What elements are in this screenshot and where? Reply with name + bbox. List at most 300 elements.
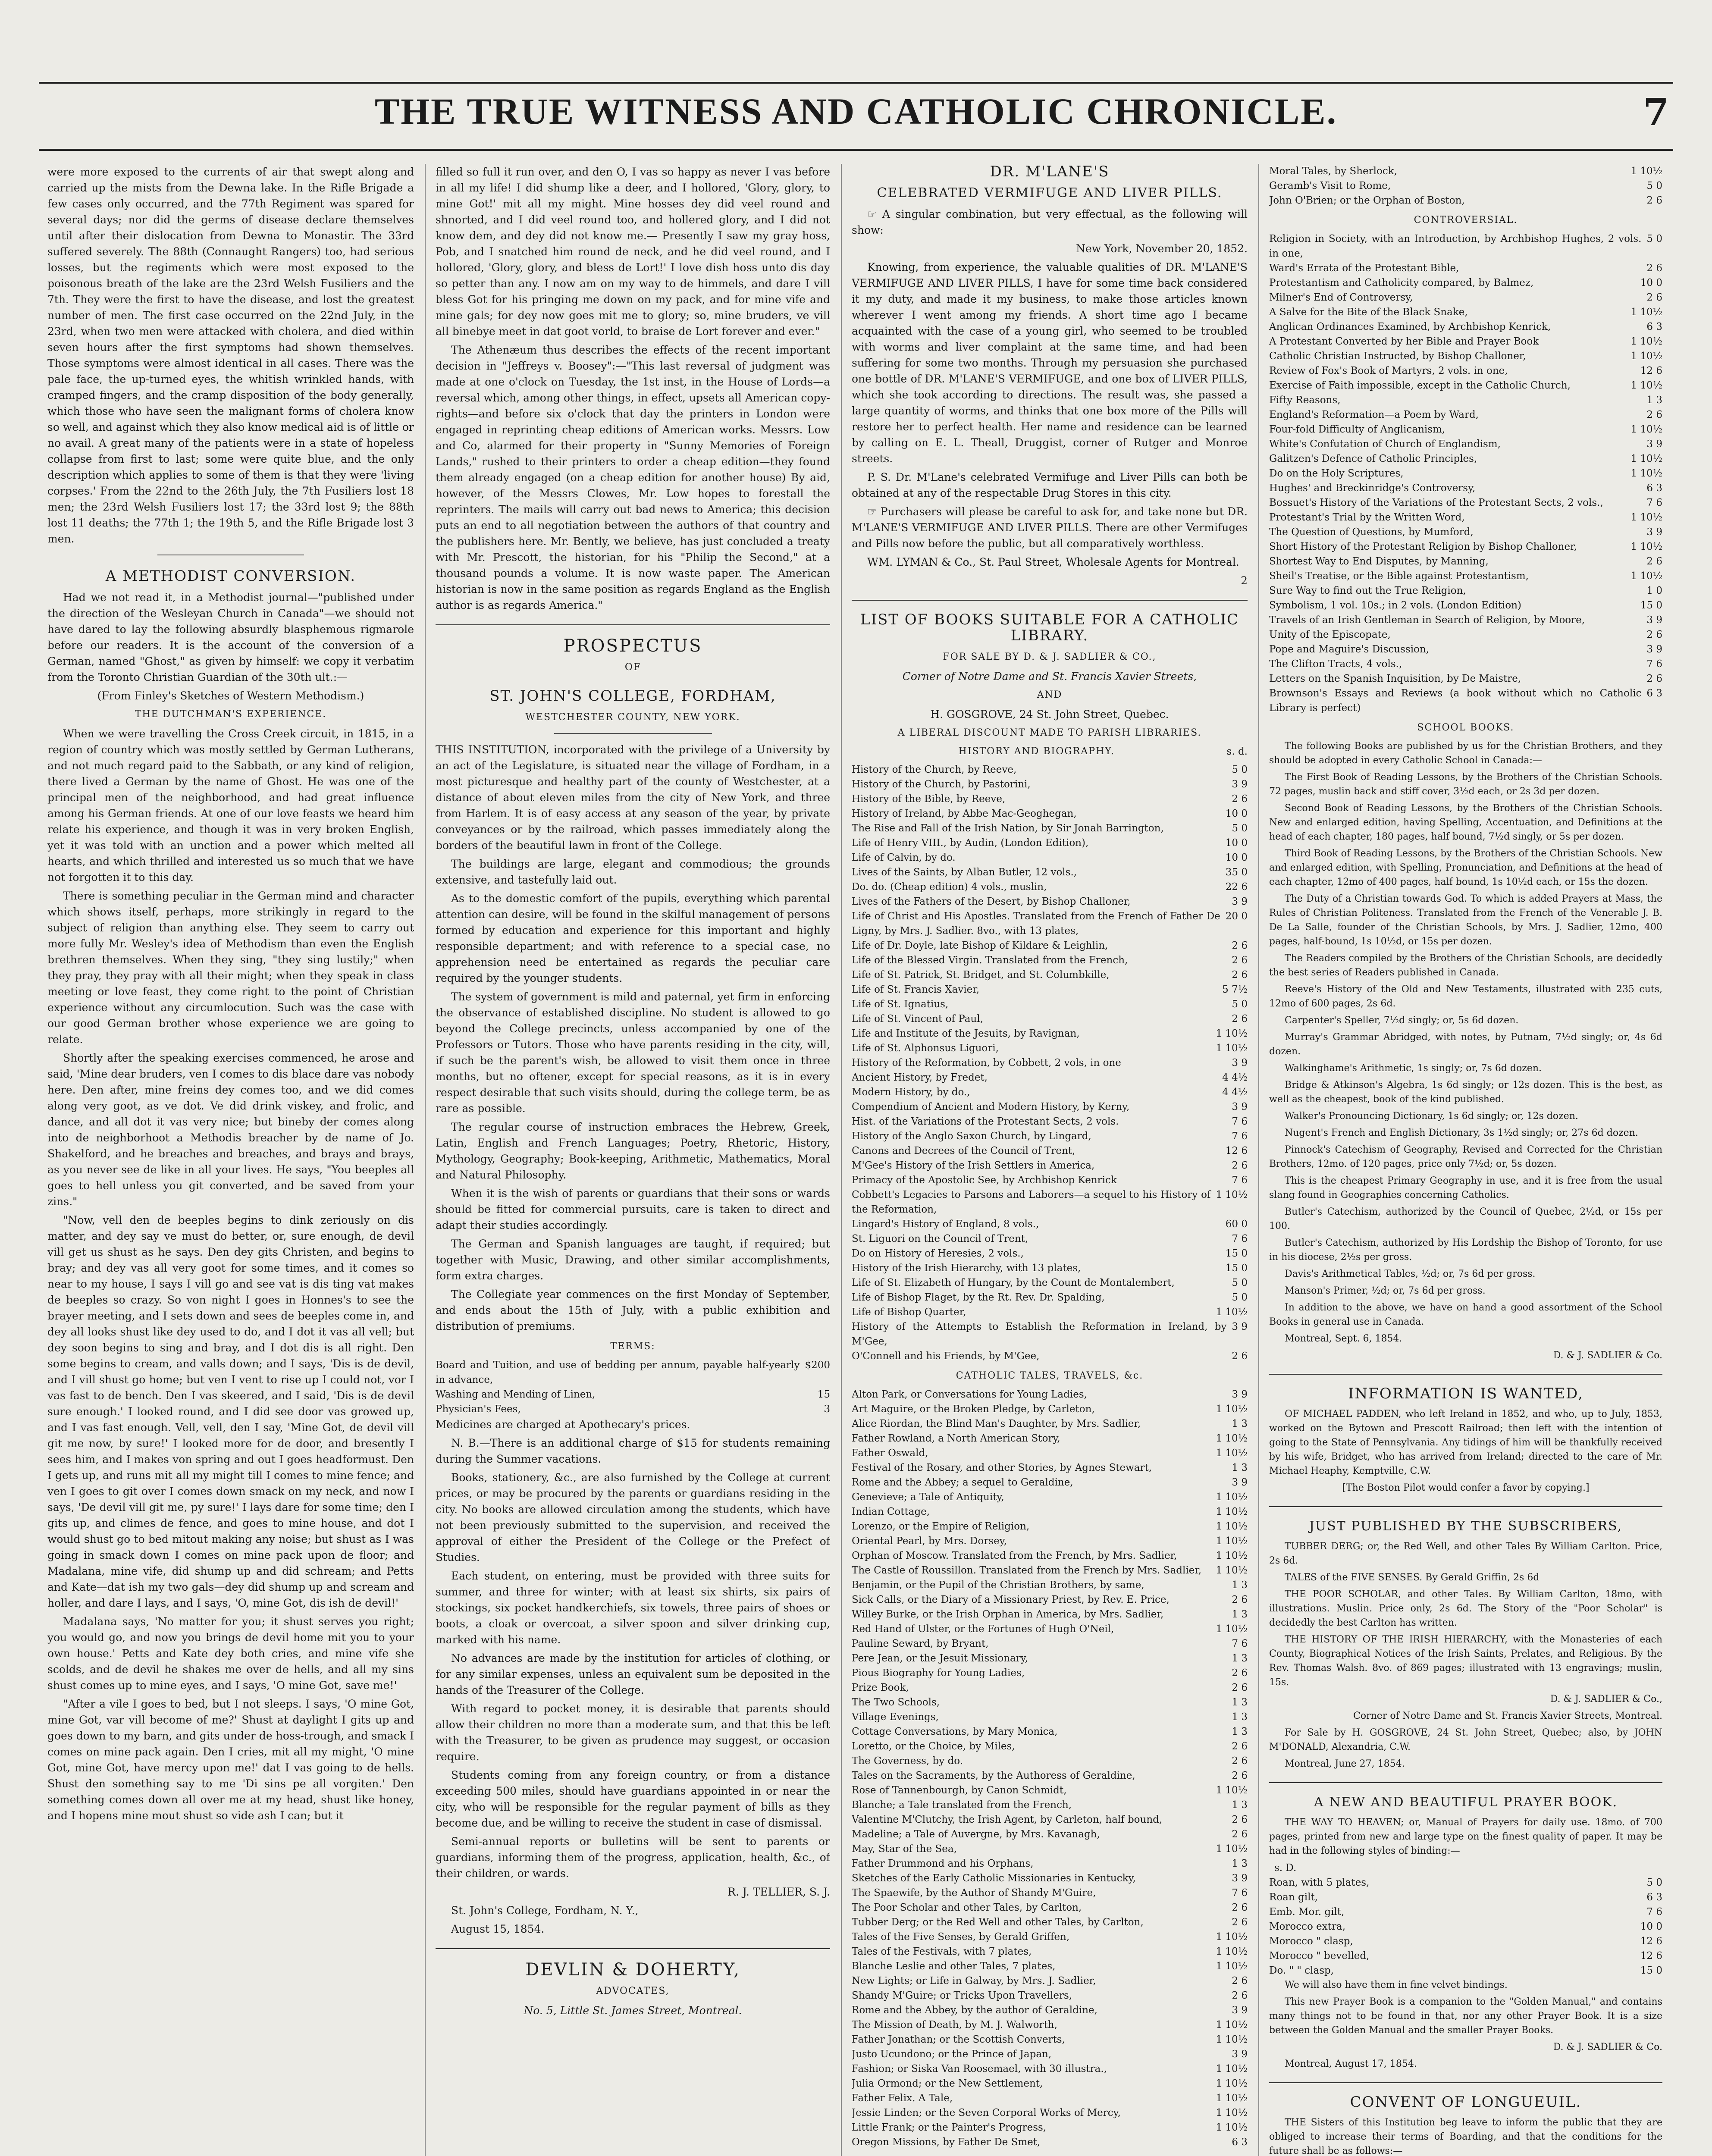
history-book-title: Life of Henry VIII., by Audin, (London Edition), xyxy=(852,837,1089,849)
prayer-binding xyxy=(1269,1890,1662,1905)
controversial-book-price: 2 6 xyxy=(1646,556,1662,567)
tale-book xyxy=(852,1739,1248,1754)
controversial-book xyxy=(1269,627,1662,642)
tale-book-title: Red Hand of Ulster, or the Fortunes of Hugh O'Neil, xyxy=(852,1623,1114,1635)
tale-book xyxy=(852,1768,1248,1783)
history-book-title: History of the Anglo Saxon Church, by Lingard, xyxy=(852,1131,1091,1142)
moral-book xyxy=(1269,193,1662,208)
prayer-binding-price: 7 6 xyxy=(1646,1906,1662,1918)
history-book-price: 1 10½ xyxy=(1216,1028,1248,1039)
controversial-book-title: Fifty Reasons, xyxy=(1269,395,1341,406)
history-book xyxy=(852,1275,1248,1290)
history-book xyxy=(852,1290,1248,1305)
just-signature: D. & J. SADLIER & Co., xyxy=(1550,1694,1662,1705)
tale-book xyxy=(852,1754,1248,1768)
tale-book xyxy=(852,1666,1248,1680)
book-list-title: LIST OF BOOKS SUITABLE FOR A CATHOLIC LIBRARY. xyxy=(860,611,1239,644)
tale-book-title: Fashion; or Siska Van Roosemael, with 30 illustra., xyxy=(852,2063,1107,2075)
story-paragraph: "Now, vell den de beeples begins to dink zeriously on dis matter, and dey say ve must do better, or, sure enough, de devil vill get us shust as he says. Den dey gits Christen, and begins to bray; and dey vas all very goot for some times, and it comes so near to my house, I says I vill go and see vat is dis ting vat makes de beeples so crazy. So von night I goes in Honnes's to see the brayer meeting, and I sets down and sees de beeples come in, and dey all looks shust like dey used to do, and I dot it vas all vell; but dey soon begins to sing and bray, and I dot dis is all right. Den some begins to cream, and valls down; and I says, 'Dis is de devil, and I vill shust go home; but ven I vent to rise up I could not, vor I vas fast to de bench. Den I vas skeered, and I said, 'Dis is de devil sure enough.' I looked round, and I did see door vas growed up, and I vas fast enough. Vell, vell, den I say, 'Mine Got, de devil vill git me now, by sure!' I looked more for de door, and bresently I sees him, and I makes von spring and out I goes headformust. Den I gets up, and runs mit all my might till I comes to mine fence; and ven I goes to git over I comes down smack on my neck, and now I says, 'De devil vill git me, py sure!' I lays dare for some time; den I gits up, and climes de fence, and goes to mine house, and dot I would shust go to bed mitout making any noise; but shust as I was going in smack down I comes on mine pack upon de floor; and Madalana, mine vife, did shump up and did schream; and Petts and Kate—dat ish my two gals—dey did shump up and scream and holler, and dare I lays, and I says, 'O, mine Got, dis ish de devil!' xyxy=(47,1214,414,1609)
history-book-price: 10 0 xyxy=(1225,808,1248,819)
terms-row: Washing and Mending of Linen, 15 xyxy=(436,1389,830,1400)
history-book-title: Life of Christ and His Apostles. Translated from the French of Father De Ligny, by Mrs. J. Sadlier. 8vo., with 13 plates, xyxy=(852,911,1220,937)
tale-book-price: 2 6 xyxy=(1232,1741,1248,1752)
history-book xyxy=(852,1129,1248,1144)
history-book-price: 1 10½ xyxy=(1216,1189,1248,1200)
tale-book-price: 1 10½ xyxy=(1216,2093,1248,2104)
tale-book xyxy=(852,1798,1248,1812)
prospectus-date: August 15, 1854. xyxy=(451,1923,545,1935)
controversial-book-price: 6 3 xyxy=(1646,321,1662,332)
controversial-book-price: 3 9 xyxy=(1646,614,1662,626)
controversial-book-title: Protestant's Trial by the Written Word, xyxy=(1269,512,1465,523)
tale-book-price: 2 6 xyxy=(1232,1917,1248,1928)
tales-heading: CATHOLIC TALES, TRAVELS, &c. xyxy=(956,1370,1144,1381)
history-book-title: Ancient History, by Fredet, xyxy=(852,1072,988,1083)
history-book-price: 60 0 xyxy=(1225,1219,1248,1230)
devlin-advocates: ADVOCATES, xyxy=(596,1986,670,1996)
tale-book-title: Little Frank; or the Painter's Progress, xyxy=(852,2122,1047,2133)
tale-book xyxy=(852,1446,1248,1460)
prayer-binding xyxy=(1269,1875,1662,1890)
history-book-title: Life of Bishop Flaget, by the Rt. Rev. Dr. Spalding, xyxy=(852,1292,1105,1303)
tale-book-price: 2 6 xyxy=(1232,1770,1248,1781)
history-book xyxy=(852,1305,1248,1319)
history-book-title: History of Ireland, by Abbe Mac-Geoghegan, xyxy=(852,808,1077,819)
tale-book-price: 1 10½ xyxy=(1216,1536,1248,1547)
tale-book-title: Rome and the Abbey; a sequel to Geraldine, xyxy=(852,1477,1073,1488)
history-book-price: 12 6 xyxy=(1225,1145,1248,1156)
prayer-binding xyxy=(1269,1919,1662,1934)
column-4 xyxy=(1269,164,1662,2156)
prayer-book-desc: This new Prayer Book is a companion to the "Golden Manual," and contains many things not to be found in that, nor any other Prayer Book. It is a size between the Golden Manual and the smaller Prayer Books. xyxy=(1269,1996,1662,2036)
mclane-title: CELEBRATED VERMIFUGE AND LIVER PILLS. xyxy=(877,185,1223,201)
tale-book xyxy=(852,1974,1248,1988)
tale-book-price: 1 10½ xyxy=(1216,1492,1248,1503)
tale-book-title: Shandy M'Guire; or Tricks Upon Travellers, xyxy=(852,1990,1072,2001)
prayer-book-date: Montreal, August 17, 1854. xyxy=(1285,2059,1417,2069)
history-book-price: 3 9 xyxy=(1232,1057,1248,1069)
history-book xyxy=(852,880,1248,894)
controversial-book xyxy=(1269,481,1662,495)
tale-book-title: Loretto, or the Choice, by Miles, xyxy=(852,1741,1015,1752)
history-book xyxy=(852,836,1248,850)
mclane-name: DR. M'LANE'S xyxy=(990,164,1110,180)
controversial-book-price: 1 10½ xyxy=(1630,541,1662,552)
controversial-book-title: Milner's End of Controversy, xyxy=(1269,292,1413,303)
tale-book xyxy=(852,1915,1248,1930)
tale-book-price: 3 9 xyxy=(1232,1873,1248,1884)
tale-book-price: 1 3 xyxy=(1232,1609,1248,1620)
price-columns: s. d. xyxy=(1226,746,1248,757)
history-book-title: O'Connell and his Friends, by M'Gee, xyxy=(852,1351,1040,1362)
controversial-book-price: 1 10½ xyxy=(1630,570,1662,582)
controversial-book-price: 1 10½ xyxy=(1630,351,1662,362)
history-book xyxy=(852,1261,1248,1275)
terms-row: Board and Tuition, and use of bedding per annum, payable half-yearly in advance, $200 xyxy=(436,1360,830,1385)
tale-book xyxy=(852,2032,1248,2047)
history-book xyxy=(852,777,1248,792)
column-divider xyxy=(841,164,842,2156)
tales-book-list xyxy=(852,1387,1248,2150)
nb-note: N. B.—There is an additional charge of $15 for students remaining during the Summer vacations. xyxy=(436,1437,830,1465)
tale-book xyxy=(852,1651,1248,1666)
tale-book-price: 3 9 xyxy=(1232,1389,1248,1400)
history-book-title: St. Liguori on the Council of Trent, xyxy=(852,1233,1028,1244)
controversial-book xyxy=(1269,642,1662,657)
tale-book-price: 1 10½ xyxy=(1216,2019,1248,2031)
history-book-price: 20 0 xyxy=(1225,911,1248,922)
prayer-binding-title: Morocco " bevelled, xyxy=(1269,1950,1370,1962)
moral-book-price: 2 6 xyxy=(1646,195,1662,206)
tale-book xyxy=(852,1607,1248,1622)
tale-book xyxy=(852,1578,1248,1592)
prayer-binding-price: 15 0 xyxy=(1640,1965,1662,1976)
controversial-book-price: 2 6 xyxy=(1646,673,1662,684)
history-book-price: 2 6 xyxy=(1232,1160,1248,1171)
masthead xyxy=(39,82,1673,151)
prayer-book-signature: D. & J. SADLIER & Co. xyxy=(1553,2042,1662,2053)
prospectus-paragraph: Semi-annual reports or bulletins will be sent to parents or guardians, informing them of the progress, application, health, &c., of their children, or wards. xyxy=(436,1835,830,1880)
tale-book-title: The Governess, by do. xyxy=(852,1755,963,1767)
controversial-book-price: 1 3 xyxy=(1646,395,1662,406)
history-book xyxy=(852,806,1248,821)
history-book-price: 1 10½ xyxy=(1216,1043,1248,1054)
school-date: Montreal, Sept. 6, 1854. xyxy=(1285,1333,1402,1344)
controversial-book xyxy=(1269,510,1662,525)
history-book-price: 2 6 xyxy=(1232,940,1248,951)
history-book-price: 7 6 xyxy=(1232,1175,1248,1186)
prospectus-paragraph: THIS INSTITUTION, incorporated with the privilege of a University by an act of the Legislature, is situated near the village of Fordham, in a most picturesque and healthy part of the county of Westchester, at a distance of about eleven miles from the city of New York, and three from Harlem. It is of easy access at any season of the year, by private conveyances or by the railroad, which passes immediately along the borders of the beautiful lawn in front of the College. xyxy=(436,743,830,852)
school-book: The Duty of a Christian towards God. To which is added Prayers at Mass, the Rules of Christian Politeness. Translated from the French of the Venerable J. B. De La Salle, founder of the Christian Schools, by Mrs. J. Sadlier, 12mo, 400 pages, half-bound, 1s 10½d, or 15s per dozen. xyxy=(1269,893,1662,947)
moral-book-title: John O'Brien; or the Orphan of Boston, xyxy=(1269,195,1465,206)
history-book-title: Life of St. Patrick, St. Bridget, and St. Columbkille, xyxy=(852,969,1110,981)
history-book xyxy=(852,1319,1248,1349)
tale-book xyxy=(852,2120,1248,2135)
controversial-book-price: 1 10½ xyxy=(1630,453,1662,464)
tale-book xyxy=(852,1988,1248,2003)
controversial-book-price: 6 3 xyxy=(1646,688,1662,699)
prospectus-signature: R. J. TELLIER, S. J. xyxy=(727,1886,830,1898)
column-divider xyxy=(1258,164,1259,2156)
history-book-price: 2 6 xyxy=(1232,1351,1248,1362)
story-paragraph: When we were travelling the Cross Creek circuit, in 1815, in a region of country which was mostly settled by German Lutherans, and not much regard paid to the Sabbath, or any kind of religion, there lived a German by the name of Ghost. He was one of the principal men of the neighborhood, and had great influence among his German friends. At one of our love feasts we heard him relate his experience, and though it was in very broken English, yet it was told with an unction and a power which melted all hearts, and which thrilled and interested us so much that we have not forgotten it to this day. xyxy=(47,727,414,884)
history-book-title: Lives of the Saints, by Alban Butler, 12 vols., xyxy=(852,867,1077,878)
school-book: Butler's Catechism, authorized by the Council of Quebec, 2½d, or 15s per 100. xyxy=(1269,1206,1662,1232)
prayer-book-body: THE WAY TO HEAVEN; or, Manual of Prayers for daily use. 18mo. of 700 pages, printed from new and large type on the finest quality of paper. It may be had in the following styles of binding:— xyxy=(1269,1817,1662,1856)
tale-book-price: 3 9 xyxy=(1232,1477,1248,1488)
tale-book xyxy=(852,2047,1248,2062)
tale-book-price: 1 10½ xyxy=(1216,1448,1248,1459)
history-book-title: Life and Institute of the Jesuits, by Ravignan, xyxy=(852,1028,1080,1039)
cholera-article: were more exposed to the currents of air that swept along and carried up the mists from the Dewna lake. In the Rifle Brigade a few cases only occurred, and the 77th Regiment was spared for several days; nor did the germs of disease declare themselves until after their dislocation from Dewna to Monastir. The 33rd suffered severely. The 88th (Connaught Rangers) too, had serious losses, but the regiments which were most exposed to the poisonous breath of the lake are the 23rd Welsh Fusiliers and the 7th. They were the first to have the disease, and lost the greatest number of men. The first case occurred on the 22nd July, in the 23rd, when two men were attacked with cholera, and died within seven hours after the first symptoms had shown themselves. Those symptoms were almost identical in all cases. There was the pale face, the up-turned eyes, the whitish wrinkled hands, with cramped fingers, and the cramp disposition of the body generally, which those who have seen the malignant forms of cholera know so well, and against which they also know medical aid is of little or no avail. A great many of the patients were in a state of hopeless collapse from first to last; some were quite blue, and the only description which applies to some of them is that they were 'living corpses.' From the 22nd to the 26th July, the 7th Fusiliers lost 18 men; the 23rd Welsh Fusiliers lost 17; the 33rd lost 9; the 88th lost 11 deaths; the 77th 1; the 19th 5, and the Rifle Brigade lost 3 men. xyxy=(47,166,414,545)
controversial-book xyxy=(1269,437,1662,451)
history-book-price: 4 4½ xyxy=(1222,1072,1248,1083)
controversial-book xyxy=(1269,613,1662,627)
tale-book xyxy=(852,1490,1248,1504)
history-book-title: Life of Bishop Quarter, xyxy=(852,1307,966,1318)
tale-book-price: 1 10½ xyxy=(1216,1931,1248,1943)
prospectus-of: OF xyxy=(624,662,641,673)
info-wanted-heading: INFORMATION IS WANTED, xyxy=(1348,1385,1583,1402)
school-book: Davis's Arithmetical Tables, ½d; or, 7s 6d per gross. xyxy=(1285,1269,1536,1279)
controversial-book-price: 2 6 xyxy=(1646,292,1662,303)
history-book-price: 7 6 xyxy=(1232,1233,1248,1244)
controversial-book-title: Shortest Way to End Disputes, by Manning, xyxy=(1269,556,1489,567)
controversial-book xyxy=(1269,422,1662,437)
tale-book-title: Alton Park, or Conversations for Young Ladies, xyxy=(852,1389,1087,1400)
tale-book-title: Father Rowland, a North American Story, xyxy=(852,1433,1060,1444)
terms-heading: TERMS: xyxy=(610,1341,655,1352)
tale-book-price: 2 6 xyxy=(1232,1829,1248,1840)
tale-book xyxy=(852,1548,1248,1563)
history-heading: HISTORY AND BIOGRAPHY. xyxy=(958,746,1115,757)
controversial-book-title: Four-fold Difficulty of Anglicanism, xyxy=(1269,424,1445,435)
history-book-title: Modern History, by do., xyxy=(852,1087,970,1098)
prayer-book-heading: A NEW AND BEAUTIFUL PRAYER BOOK. xyxy=(1314,1795,1618,1810)
tale-book-price: 6 3 xyxy=(1232,2137,1248,2148)
tale-book-price: 1 3 xyxy=(1232,1579,1248,1591)
college-name: ST. JOHN'S COLLEGE, FORDHAM, xyxy=(489,687,776,705)
history-book-title: Life of Calvin, by do. xyxy=(852,852,956,863)
history-book-price: 3 9 xyxy=(1232,1321,1248,1332)
tale-book xyxy=(852,1519,1248,1534)
controversial-book-title: Exercise of Faith impossible, except in the Catholic Church, xyxy=(1269,380,1571,391)
controversial-book xyxy=(1269,466,1662,481)
history-book-price: 15 0 xyxy=(1225,1248,1248,1259)
prospectus-paragraph: When it is the wish of parents or guardians that their sons or wards should be fitted for commercial pursuits, care is taken to direct and adapt their studies accordingly. xyxy=(436,1187,830,1232)
school-book: The First Book of Reading Lessons, by the Brothers of the Christian Schools. 72 pages, muslin back and stiff cover, 3½d each, or 2s 3d per dozen. xyxy=(1269,772,1662,797)
column-2 xyxy=(436,164,830,2156)
history-book xyxy=(852,850,1248,865)
controversial-book-price: 5 0 xyxy=(1646,233,1662,244)
moral-book-title: Moral Tales, by Sherlock, xyxy=(1269,166,1397,177)
tale-book-price: 1 10½ xyxy=(1216,1961,1248,1972)
school-book: Bridge & Atkinson's Algebra, 1s 6d singly; or 12s dozen. This is the best, as well as the cheapest, book of the kind published. xyxy=(1269,1080,1662,1105)
history-book xyxy=(852,1012,1248,1026)
tale-book xyxy=(852,2135,1248,2150)
controversial-book xyxy=(1269,334,1662,349)
tale-book-price: 2 6 xyxy=(1232,1755,1248,1767)
prospectus-paragraph: The German and Spanish languages are taught, if required; but together with Music, Drawing, and other similar accomplishments, form extra charges. xyxy=(436,1238,830,1282)
just-corner: Corner of Notre Dame and St. Francis Xavier Streets, Montreal. xyxy=(1353,1711,1662,1721)
prospectus-paragraph: The system of government is mild and paternal, yet firm in enforcing the observance of established discipline. No student is allowed to go beyond the College precincts, unless accompanied by one of the Professors or Tutors. Those who have parents residing in the city, will, if such be the parent's wish, be allowed to visit them once in three months, but no oftener, except for special reasons, as it is in every respect desirable that such visits should, during the college term, be as rare as possible. xyxy=(436,990,830,1115)
controversial-book xyxy=(1269,232,1662,261)
tale-book-title: Julia Ormond; or the New Settlement, xyxy=(852,2078,1043,2089)
tale-book xyxy=(852,1387,1248,1402)
tale-book-title: Tales on the Sacraments, by the Authoress of Geraldine, xyxy=(852,1770,1135,1781)
just-published-heading: JUST PUBLISHED BY THE SUBSCRIBERS, xyxy=(1309,1519,1623,1534)
history-book-title: Lives of the Fathers of the Desert, by Bishop Challoner, xyxy=(852,896,1131,907)
history-book-title: Life of St. Francis Xavier, xyxy=(852,984,980,995)
controversial-book-price: 2 6 xyxy=(1646,629,1662,640)
history-book-title: Life of the Blessed Virgin. Translated from the French, xyxy=(852,955,1128,966)
prospectus-paragraph: No advances are made by the institution for articles of clothing, or for any similar expenses, unless an equivalent sum be deposited in the hands of the Treasurer of the College. xyxy=(436,1652,830,1696)
school-book: Walker's Pronouncing Dictionary, 1s 6d singly; or, 12s dozen. xyxy=(1285,1111,1578,1122)
tale-book-title: Tales of the Festivals, with 7 plates, xyxy=(852,1946,1032,1957)
tale-book-title: The Spaewife, by the Author of Shandy M'Guire, xyxy=(852,1887,1096,1899)
history-book xyxy=(852,1188,1248,1217)
tale-book-title: Indian Cottage, xyxy=(852,1506,930,1517)
tale-book xyxy=(852,1827,1248,1842)
controversial-book xyxy=(1269,407,1662,422)
controversial-book xyxy=(1269,393,1662,407)
tale-book-title: Madeline; a Tale of Auvergne, by Mrs. Kavanagh, xyxy=(852,1829,1100,1840)
college-county: WESTCHESTER COUNTY, NEW YORK. xyxy=(525,712,740,723)
just-published-item: THE POOR SCHOLAR, and other Tales. By William Carlton, 18mo, with illustrations. Muslin. Price only, 2s 6d. The Story of the "Poor Scholar" is decidedly the best Carlton has written. xyxy=(1269,1589,1662,1628)
history-book-title: Do on History of Heresies, 2 vols., xyxy=(852,1248,1024,1259)
mclane-ps: P. S. Dr. M'Lane's celebrated Vermifuge and Liver Pills can both be obtained at any of the respectable Drug Stores in this city. xyxy=(852,471,1248,499)
controversial-book-title: The Clifton Tracts, 4 vols., xyxy=(1269,658,1402,670)
prayer-binding xyxy=(1269,1905,1662,1919)
tale-book-price: 1 10½ xyxy=(1216,1843,1248,1855)
tale-book-title: Jessie Linden; or the Seven Corporal Works of Mercy, xyxy=(852,2107,1121,2118)
history-book-price: 3 9 xyxy=(1232,1101,1248,1112)
prospectus-paragraph: Students coming from any foreign country, or from a distance exceeding 500 miles, should have guardians appointed in or near the city, who will be responsible for the regular payment of bills as they become due, and be willing to receive the student in case of dismissal. xyxy=(436,1769,830,1829)
history-book-title: History of the Church, by Pastorini, xyxy=(852,779,1031,790)
history-book-title: History of the Irish Hierarchy, with 13 plates, xyxy=(852,1263,1081,1274)
history-book-price: 15 0 xyxy=(1225,1263,1248,1274)
controversial-book-price: 1 10½ xyxy=(1630,380,1662,391)
history-book-price: 7 6 xyxy=(1232,1131,1248,1142)
history-book-title: History of the Attempts to Establish the Reformation in Ireland, by M'Gee, xyxy=(852,1321,1227,1347)
masthead-bottom-rule xyxy=(39,149,1673,151)
controversial-book-title: Hughes' and Breckinridge's Controversy, xyxy=(1269,483,1476,494)
controversial-book-price: 1 10½ xyxy=(1630,307,1662,318)
tale-book-price: 1 3 xyxy=(1232,1418,1248,1429)
tale-book-title: Oregon Missions, by Father De Smet, xyxy=(852,2137,1041,2148)
history-book-title: Primacy of the Apostolic See, by Archbishop Kenrick xyxy=(852,1175,1117,1186)
tale-book-price: 1 3 xyxy=(1232,1711,1248,1723)
prayer-binding-title: Roan gilt, xyxy=(1269,1892,1318,1903)
prayer-book-note: We will also have them in fine velvet bindings. xyxy=(1285,1980,1508,1990)
tale-book xyxy=(852,2003,1248,2018)
tale-book xyxy=(852,1724,1248,1739)
tale-book-price: 1 10½ xyxy=(1216,1521,1248,1532)
prayer-binding-title: Emb. Mor. gilt, xyxy=(1269,1906,1345,1918)
history-book-price: 4 4½ xyxy=(1222,1087,1248,1098)
tale-book-title: Orphan of Moscow. Translated from the French, by Mrs. Sadlier, xyxy=(852,1550,1177,1561)
tale-book-title: Lorenzo, or the Empire of Religion, xyxy=(852,1521,1030,1532)
controversial-book-price: 12 6 xyxy=(1640,365,1662,376)
history-book-price: 35 0 xyxy=(1225,867,1248,878)
mclane-agent: WM. LYMAN & Co., St. Paul Street, Wholesale Agents for Montreal. xyxy=(867,556,1239,568)
history-book-title: Life of St. Elizabeth of Hungary, by the Count de Montalembert, xyxy=(852,1277,1175,1288)
controversial-book-title: Symbolism, 1 vol. 10s.; in 2 vols. (London Edition) xyxy=(1269,600,1522,611)
history-book xyxy=(852,938,1248,953)
terms-row: Physician's Fees, 3 xyxy=(436,1404,830,1415)
just-published-list xyxy=(1269,1539,1662,1689)
controversial-book-title: England's Reformation—a Poem by Ward, xyxy=(1269,409,1479,420)
history-book xyxy=(852,1085,1248,1100)
tale-book xyxy=(852,1622,1248,1636)
tale-book-price: 1 10½ xyxy=(1216,2034,1248,2045)
prospectus-paragraph: As to the domestic comfort of the pupils, everything which parental attention can desire, will be found in the skilful management of persons formed by education and experience for this important and highly responsible department; and with reference to a special case, no apprehension need be entertained as regards the peculiar care required by the younger students. xyxy=(436,892,830,984)
school-book: The Readers compiled by the Brothers of the Christian Schools, are decidedly the best series of Readers published in Canada. xyxy=(1269,953,1662,978)
tale-book-price: 1 3 xyxy=(1232,1858,1248,1869)
story-paragraph: Shortly after the speaking exercises commenced, he arose and said, 'Mine dear bruders, ven I comes to dis blace dare vas nobody here. Den after, mine freins dey comes too, and we did comes along very goot, as ve dot. Ve did drink viskey, and frolic, and dance, and all dot it vas very nice; but bineby der comes along into de neighborhoot a Methodis breacher by de name of Jo. Shakelford, and he breaches and breaches, and brays and brays, as you never see de like in all your lives. He says, "You beeples all goes to hell unless you git converted, and be saved from your zins." xyxy=(47,1052,414,1208)
tale-book-price: 2 6 xyxy=(1232,1990,1248,2001)
athenaeum-article: The Athenæum thus describes the effects of the recent important decision in "Jeffreys v. Boosey":—"This last reversal of judgment was made at one o'clock on Tuesday, the 1st inst, in the House of Lords—a reversal which, among other things, in effect, upsets all American copy-rights—and before six o'clock that day the printers in London were engaged in reprinting cheap editions of American works. Messrs. Low and Co, alarmed for their property in "Sunny Memories of Foreign Lands," rushed to their printers to order a cheap edition—they found them already engaged (on a cheap edition for another house) By aid, however, of the Messrs Clowes, Mr. Low hopes to forestall the reprinters. The mails will carry out bad news to America; this decision puts an end to all negotiation between the authors of that country and the publishers here. Mr. Bently, we believe, has just concluded a treaty with Mr. Prescott, the historian, for his "Philip the Second," at a thousand pounds a volume. It is now waste paper. The American historian is now in the same position as regards England as the English author is as regards America." xyxy=(436,344,830,611)
book-list-sale: FOR SALE BY D. & J. SADLIER & CO., xyxy=(943,652,1157,662)
controversial-book-title: Short History of the Protestant Religion by Bishop Challoner, xyxy=(1269,541,1577,552)
controversial-book-title: A Salve for the Bite of the Black Snake, xyxy=(1269,307,1468,318)
tale-book-price: 1 10½ xyxy=(1216,1506,1248,1517)
tale-book-title: The Two Schools, xyxy=(852,1697,940,1708)
tale-book-title: Rome and the Abbey, by the author of Geraldine, xyxy=(852,2005,1097,2016)
tale-book xyxy=(852,1944,1248,1959)
tale-book xyxy=(852,1783,1248,1798)
tale-book-title: Festival of the Rosary, and other Stories, by Agnes Stewart, xyxy=(852,1462,1152,1473)
tale-book-title: Sketches of the Early Catholic Missionaries in Kentucky, xyxy=(852,1873,1136,1884)
school-book: Walkinghame's Arithmetic, 1s singly; or, 7s 6d dozen. xyxy=(1285,1063,1542,1074)
tale-book xyxy=(852,1431,1248,1446)
controversial-book-title: Brownson's Essays and Reviews (a book without which no Catholic Library is perfect) xyxy=(1269,688,1642,714)
history-book xyxy=(852,865,1248,880)
controversial-book xyxy=(1269,320,1662,334)
tale-book-price: 3 9 xyxy=(1232,2005,1248,2016)
history-book-title: Life of St. Alphonsus Liguori, xyxy=(852,1043,999,1054)
tale-book-title: May, Star of the Sea, xyxy=(852,1843,957,1855)
prayer-binding-price: 10 0 xyxy=(1640,1921,1662,1932)
tale-book xyxy=(852,1710,1248,1724)
history-book-price: 2 6 xyxy=(1232,1013,1248,1025)
tale-book xyxy=(852,1871,1248,1886)
tale-book xyxy=(852,1680,1248,1695)
tale-book-title: Art Maguire, or the Broken Pledge, by Carleton, xyxy=(852,1404,1095,1415)
controversial-book-title: Unity of the Episcopate, xyxy=(1269,629,1391,640)
tale-book-price: 1 10½ xyxy=(1216,2107,1248,2118)
controversial-book-title: A Protestant Converted by her Bible and Prayer Book xyxy=(1269,336,1539,347)
prayer-binding xyxy=(1269,1934,1662,1949)
controversial-book-title: Do on the Holy Scriptures, xyxy=(1269,468,1404,479)
book-list-corner: Corner of Notre Dame and St. Francis Xavier Streets, xyxy=(902,670,1197,683)
tale-book-title: Alice Riordan, the Blind Man's Daughter, by Mrs. Sadlier, xyxy=(852,1418,1141,1429)
tale-book-title: The Castle of Roussillon. Translated from the French by Mrs. Sadlier, xyxy=(852,1565,1202,1576)
tale-book-title: Village Evenings, xyxy=(852,1711,939,1723)
controversial-book-price: 2 6 xyxy=(1646,263,1662,274)
tale-book xyxy=(852,1475,1248,1490)
controversial-book-title: Travels of an Irish Gentleman in Search of Religion, by Moore, xyxy=(1269,614,1585,626)
tale-book-price: 1 10½ xyxy=(1216,1785,1248,1796)
history-book-price: 5 0 xyxy=(1232,1277,1248,1288)
history-book xyxy=(852,1114,1248,1129)
history-book-price: 10 0 xyxy=(1225,852,1248,863)
tale-book xyxy=(852,1636,1248,1651)
controversial-book-price: 3 9 xyxy=(1646,439,1662,450)
history-book xyxy=(852,1041,1248,1056)
controversial-book-title: Bossuet's History of the Variations of the Protestant Sects, 2 vols., xyxy=(1269,497,1603,508)
tale-book-title: Valentine M'Clutchy, the Irish Agent, by Carleton, half bound, xyxy=(852,1814,1163,1825)
history-book-title: Lingard's History of England, 8 vols., xyxy=(852,1219,1039,1230)
column-divider xyxy=(425,164,426,2156)
tale-book-price: 2 6 xyxy=(1232,1975,1248,1987)
convent-heading: CONVENT OF LONGUEUIL. xyxy=(1350,2093,1582,2111)
school-book: Second Book of Reading Lessons, by the Brothers of the Christian Schools. New and enlarged edition, having Spelling, Accentuation, and Definitions at the head of each chapter, 180 pages, half bound, 7½d singly, or 5s per dozen. xyxy=(1269,803,1662,842)
tale-book-price: 1 10½ xyxy=(1216,2078,1248,2089)
methodist-heading: A METHODIST CONVERSION. xyxy=(105,567,356,585)
column-3 xyxy=(852,164,1248,2156)
controversial-book xyxy=(1269,364,1662,378)
school-book: The following Books are published by us for the Christian Brothers, and they should be adopted in every Catholic School in Canada:— xyxy=(1269,741,1662,766)
controversial-book-price: 1 0 xyxy=(1646,585,1662,596)
tale-book-title: Pere Jean, or the Jesuit Missionary, xyxy=(852,1653,1028,1664)
controversial-book-title: Religion in Society, with an Introduction, by Archbishop Hughes, 2 vols. in one, xyxy=(1269,233,1642,259)
controversial-book-title: The Question of Questions, by Mumford, xyxy=(1269,526,1474,538)
history-book-price: 2 6 xyxy=(1232,793,1248,805)
controversial-book xyxy=(1269,378,1662,393)
tale-book-price: 1 10½ xyxy=(1216,1550,1248,1561)
mclane-body: Knowing, from experience, the valuable qualities of DR. M'LANE'S VERMIFUGE AND LIVER PILLS, I have for some time back considered it my duty, and made it my business, to make those articles known wherever I went among my friends. A short time ago I became acquainted with the case of a young girl, who seemed to be troubled with worms and liver complaint at the same time, and had been suffering for some two months. Through my persuasion she purchased one bottle of DR. M'LANE'S VERMIFUGE, and one box of LIVER PILLS, which she took according to directions. The result was, she passed a large quantity of worms, and thinks that one box more of the Pills will restore her to perfect health. Her name and residence can be learned by calling on E. L. Theall, Druggist, corner of Rutger and Monroe streets. xyxy=(852,261,1248,465)
